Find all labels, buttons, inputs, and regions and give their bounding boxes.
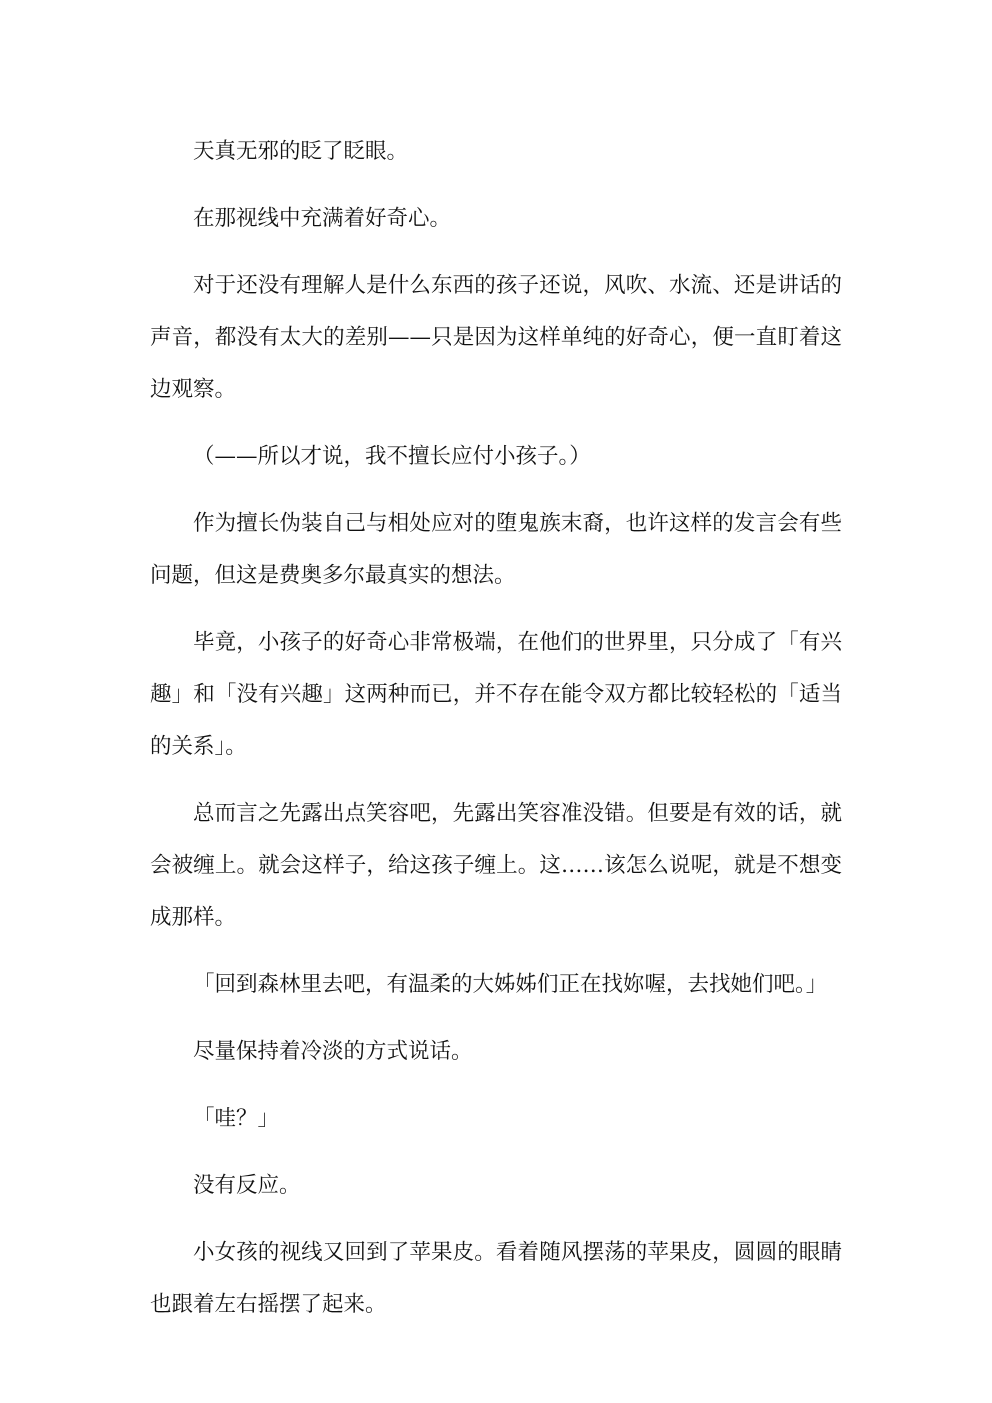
paragraph-1: 天真无邪的眨了眨眼。 — [193, 139, 409, 164]
paragraph-9: 尽量保持着冷淡的方式说话。 — [193, 1039, 473, 1064]
paragraph-8: 「回到森林里去吧，有温柔的大姊姊们正在找妳喔，去找她们吧。」 — [193, 972, 828, 997]
paragraph-5: 作为擅长伪装自己与相处应对的堕鬼族末裔，也许这样的发言会有些问题，但这是费奥多尔最真实的想法。 — [150, 511, 842, 588]
paragraph-6: 毕竟，小孩子的好奇心非常极端，在他们的世界里，只分成了「有兴趣」和「没有兴趣」这两种而已，并不存在能令双方都比较轻松的「适当的关系」。 — [150, 630, 842, 759]
paragraph-4: （——所以才说，我不擅长应付小孩子。） — [193, 444, 591, 469]
paragraph-3: 对于还没有理解人是什么东西的孩子还说，风吹、水流、还是讲话的声音，都没有太大的差别——只是因为这样单纯的好奇心，便一直盯着这边观察。 — [150, 273, 842, 402]
document-body — [150, 126, 842, 1346]
paragraph-12: 小女孩的视线又回到了苹果皮。看着随风摆荡的苹果皮，圆圆的眼睛也跟着左右摇摆了起来。 — [150, 1240, 842, 1317]
paragraph-10: 「哇？」 — [193, 1106, 280, 1131]
paragraph-11: 没有反应。 — [193, 1173, 301, 1198]
paragraph-2: 在那视线中充满着好奇心。 — [193, 206, 452, 231]
paragraph-7: 总而言之先露出点笑容吧，先露出笑容准没错。但要是有效的话，就会被缠上。就会这样子，给这孩子缠上。这……该怎么说呢，就是不想变成那样。 — [150, 801, 842, 930]
